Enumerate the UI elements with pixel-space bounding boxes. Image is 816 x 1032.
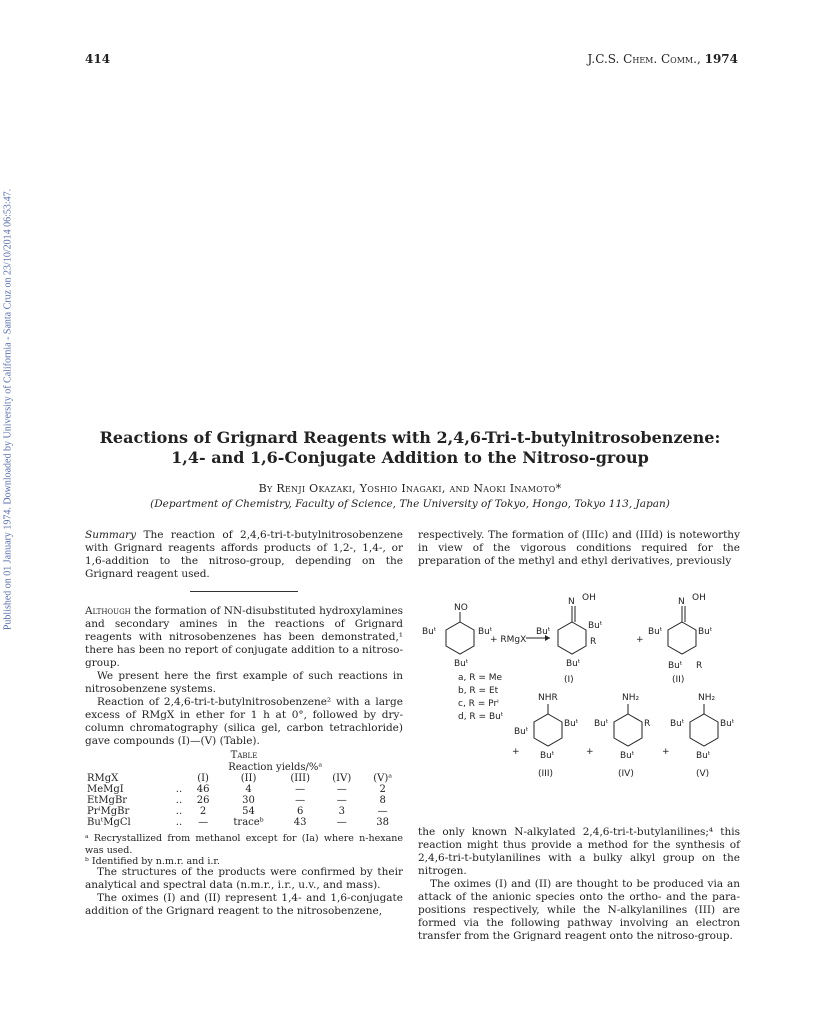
legend-item: c, R = Prⁱ [458, 699, 499, 709]
table-group-header: Reaction yields/%ᵃ [228, 762, 323, 773]
table-header-row: RMgX (I) (II) (III) (IV) (V)ᵃ [87, 773, 393, 784]
scheme-drawing [418, 582, 740, 814]
table-caption: Table [230, 750, 258, 761]
reaction-scheme [418, 582, 740, 814]
divider [190, 591, 298, 592]
compound-label: (V) [696, 769, 710, 779]
svg-text:N: N [568, 597, 575, 607]
svg-text:+: + [586, 747, 594, 757]
yield-table [85, 762, 403, 828]
table-footnotes: ᵃ Recrystallized from methanol except for (Ia) where n-hexane was used. ᵇ Identified by n.m.r. and i.r. [85, 833, 403, 867]
legend-item: d, R = Buᵗ [458, 712, 504, 722]
svg-text:Buᵗ: Buᵗ [564, 719, 579, 729]
svg-text:OH: OH [582, 593, 596, 603]
svg-text:N: N [678, 597, 685, 607]
svg-text:NH₂: NH₂ [698, 693, 716, 703]
svg-text:Buᵗ: Buᵗ [422, 627, 437, 637]
svg-text:R: R [644, 719, 651, 729]
svg-text:Buᵗ: Buᵗ [698, 627, 713, 637]
table-row: MeMgI .. 46 4 — — 2 [87, 784, 386, 795]
page-number: 414 [85, 52, 111, 66]
body-text-right-2: the only known N-alkylated 2,4,6-tri-t-butylanilines;⁴ this reaction might thus provide a method for the synthesis of 2,4,6-tri-t-butylanilines with a bulky alkyl group on the nitrogen. The oximes (I) and (II) are thought to be produced via an attack of the anionic species onto the ortho- and the para-positions respectively, while the N-alkylanilines (III) are formed via the following pathway involving an electron transfer from the Grignard reagent onto the nitroso-group. [418, 826, 740, 942]
legend-item: a, R = Me [458, 673, 503, 683]
compound-label: (II) [672, 675, 685, 685]
svg-text:OH: OH [692, 593, 706, 603]
svg-text:Buᵗ: Buᵗ [536, 627, 551, 637]
svg-text:Buᵗ: Buᵗ [540, 751, 555, 761]
svg-text:Buᵗ: Buᵗ [566, 659, 581, 669]
svg-text:NHR: NHR [538, 693, 558, 703]
svg-text:Buᵗ: Buᵗ [670, 719, 685, 729]
legend-item: b, R = Et [458, 686, 499, 696]
svg-text:R: R [590, 637, 597, 647]
compound-label: (IV) [618, 769, 634, 779]
author-list: By Renji Okazaki, Yoshio Inagaki, and Naoki Inamoto* [258, 482, 562, 495]
journal-header: J.C.S. Chem. Comm., 1974 [587, 52, 738, 66]
svg-text:Buᵗ: Buᵗ [594, 719, 609, 729]
compound-label: (I) [564, 675, 574, 685]
article-title: Reactions of Grignard Reagents with 2,4,6-Tri-t-butylnitrosobenzene: 1,4- and 1,6-Conjugate Addition to the Nitroso-group [99, 428, 721, 467]
svg-text:Buᵗ: Buᵗ [620, 751, 635, 761]
svg-text:Buᵗ: Buᵗ [648, 627, 663, 637]
svg-text:Buᵗ: Buᵗ [696, 751, 711, 761]
body-text-left-2: The structures of the products were confirmed by their analytical and spectral data (n.m.r., i.r., u.v., and mass). The oximes (I) and (II) represent 1,4- and 1,6-conjugate addition of the Grignard reagent to the nitrosobenzene, [85, 866, 403, 917]
svg-text:+: + [662, 747, 670, 757]
compound-label: (III) [538, 769, 553, 779]
svg-text:Buᵗ: Buᵗ [478, 627, 493, 637]
svg-text:R: R [696, 661, 703, 671]
table-row: PrⁱMgBr .. 2 54 6 3 — [87, 806, 388, 817]
reagent-label: + RMgX [490, 635, 527, 645]
svg-text:Buᵗ: Buᵗ [668, 661, 683, 671]
body-text-right: respectively. The formation of (IIIc) and (IIId) is noteworthy in view of the vigorous conditions required for the preparation of the methyl and ethyl derivatives, previously [418, 529, 740, 567]
svg-text:Buᵗ: Buᵗ [454, 659, 469, 669]
svg-text:Buᵗ: Buᵗ [514, 727, 529, 737]
download-watermark: Published on 01 January 1974. Downloaded by University of California - Santa Cruz on 23/10/2014 06:53:47. [2, 188, 14, 631]
no-label: NO [454, 603, 468, 613]
svg-text:NH₂: NH₂ [622, 693, 640, 703]
svg-text:Buᵗ: Buᵗ [588, 621, 603, 631]
table-row: EtMgBr .. 26 30 — — 8 [87, 795, 386, 806]
svg-text:+: + [636, 635, 644, 645]
body-text-left: Although the formation of NN-disubstituted hydroxylamines and secondary amines in the reactions of Grignard reagents with nitrosobenzenes has been demonstrated,¹ there has been no report of conjugate addition to a nitroso-group. We present here the first example of such reactions in nitrosobenzene systems. Reaction of 2,4,6-tri-t-butylnitrosobenzene² with a large excess of RMgX in ether for 1 h at 0°, followed by dry-column chromatography (silica gel, carbon tetrachloride) gave compounds (I)—(V) (Table). [85, 605, 404, 747]
affiliation: (Department of Chemistry, Faculty of Science, The University of Tokyo, Hongo, Tokyo 113, Japan) [150, 498, 670, 510]
svg-text:+: + [512, 747, 520, 757]
summary: Summary The reaction of 2,4,6-tri-t-butylnitrosobenzene with Grignard reagents affords products of 1,2-, 1,4-, or 1,6-addition to the nitroso-group, depending on the Grignard reagent used. [85, 529, 404, 580]
table-row: BuᵗMgCl .. — traceᵇ 43 — 38 [87, 817, 390, 828]
svg-text:Buᵗ: Buᵗ [720, 719, 735, 729]
